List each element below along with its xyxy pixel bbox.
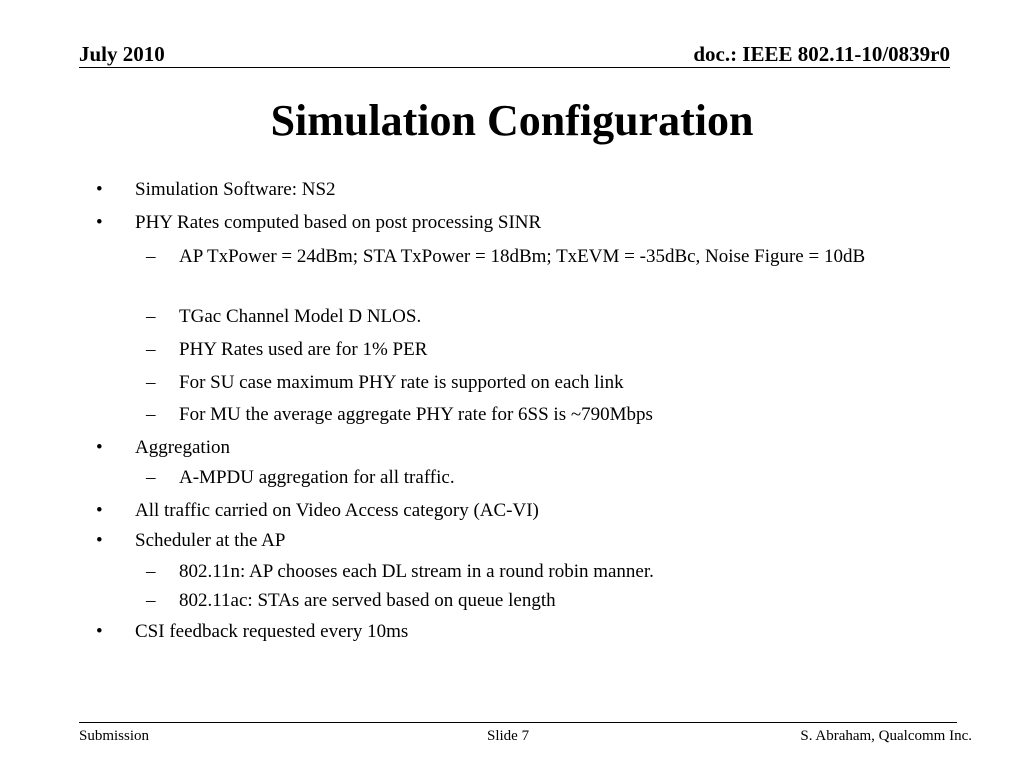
sub-bullet-marker: –	[146, 590, 156, 611]
bullet-marker: •	[96, 437, 103, 458]
header-doc-id: doc.: IEEE 802.11-10/0839r0	[693, 42, 950, 66]
bullet-text: All traffic carried on Video Access category (AC-VI)	[135, 500, 539, 521]
bullet-marker: •	[96, 179, 103, 200]
bullet-marker: •	[96, 500, 103, 521]
sub-bullet-marker: –	[146, 467, 156, 488]
sub-bullet-marker: –	[146, 561, 156, 582]
bullet-text: Simulation Software: NS2	[135, 179, 336, 200]
sub-bullet-text: 802.11n: AP chooses each DL stream in a round robin manner.	[179, 561, 654, 582]
bullet-marker: •	[96, 530, 103, 551]
sub-bullet-marker: –	[146, 339, 156, 360]
footer-rule	[79, 722, 957, 723]
slide-title: Simulation Configuration	[270, 96, 754, 145]
header-rule	[79, 67, 950, 68]
sub-bullet-marker: –	[146, 372, 156, 393]
bullet-text: CSI feedback requested every 10ms	[135, 621, 409, 642]
sub-bullet-text: A-MPDU aggregation for all traffic.	[179, 467, 455, 488]
sub-bullet-text: 802.11ac: STAs are served based on queue length	[179, 590, 556, 611]
bullet-text: Aggregation	[135, 437, 230, 458]
sub-bullet-marker: –	[146, 404, 156, 425]
sub-bullet-text: For MU the average aggregate PHY rate for 6SS is ~790Mbps	[179, 404, 653, 425]
footer-author: S. Abraham, Qualcomm Inc.	[800, 728, 972, 744]
sub-bullet-text: For SU case maximum PHY rate is supported on each link	[179, 372, 624, 393]
sub-bullet-text: AP TxPower = 24dBm; STA TxPower = 18dBm; TxEVM = -35dBc, Noise Figure = 10dB	[179, 246, 866, 267]
sub-bullet-marker: –	[146, 306, 156, 327]
sub-bullet-marker: –	[146, 246, 156, 267]
bullet-marker: •	[96, 621, 103, 642]
sub-bullet-text: TGac Channel Model D NLOS.	[179, 306, 422, 327]
bullet-text: Scheduler at the AP	[135, 530, 286, 551]
footer-submission: Submission	[79, 728, 150, 744]
footer-slide-number: Slide 7	[487, 728, 530, 744]
sub-bullet-text: PHY Rates used are for 1% PER	[179, 339, 428, 360]
bullet-text: PHY Rates computed based on post processing SINR	[135, 212, 542, 233]
header-date: July 2010	[79, 42, 165, 66]
bullet-marker: •	[96, 212, 103, 233]
